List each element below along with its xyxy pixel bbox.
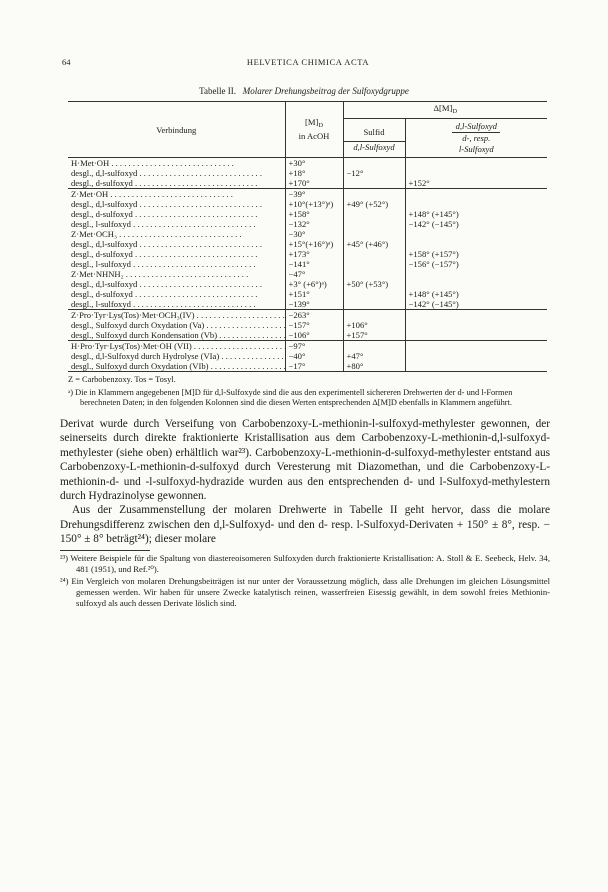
- md-cell: +3° (+6°)ᵃ): [285, 279, 343, 289]
- md-cell: −263°: [285, 310, 343, 321]
- table-row: [68, 249, 547, 259]
- md-cell: −157°: [285, 320, 343, 330]
- compound-cell: desgl., Sulfoxyd durch Oxydation (Va) . . .: [68, 320, 285, 330]
- header-sulfid: Sulfid: [343, 119, 405, 142]
- compound-cell: Z·Met·NHNH₂ . . .: [68, 269, 285, 279]
- table-row: [68, 341, 547, 352]
- compound-cell: desgl., d,l-sulfoxyd . . .: [68, 199, 285, 209]
- md-cell: +15°(+16°)ᵃ): [285, 239, 343, 249]
- table-group: [68, 310, 547, 341]
- compound-cell: desgl., d-sulfoxyd . . .: [68, 289, 285, 299]
- md-cell: −47°: [285, 269, 343, 279]
- table-row: [68, 351, 547, 361]
- footnote-rule: [60, 550, 150, 551]
- journal-title: HELVETICA CHIMICA ACTA: [246, 57, 370, 67]
- table-group: [68, 158, 547, 189]
- md-cell: −39°: [285, 189, 343, 200]
- table-row: [68, 239, 547, 249]
- paragraph-2: Aus der Zusammenstellung der molaren Drehwerte in Tabelle II geht hervor, dass die molare Drehungsdifferenz zwischen den d,l-Sulfoxyd- und den d- resp. l-Sulfoxyd-Derivaten + 150° ± 8°, resp. − 150° ± 8° beträgt²⁴); dieser molare: [60, 504, 550, 546]
- sulfoxyd-cell: +158° (+157°): [408, 249, 459, 259]
- sulfoxyd-cell: [405, 320, 547, 330]
- paragraph-1: Derivat wurde durch Verseifung von Carbobenzoxy-L-methionin-l-sulfoxyd-methylester gewonnen, der seinerseits durch direkte fraktionierte Kristallisation aus dem Carbobenzoxy-L-methionin-d,l-sulfoxyd-methylester (siehe oben) erhältlich war²³). Carbobenzoxy-L-methionin-d-sulfoxyd-methylester entstand aus Carbobenzoxy-L-methionin-d-sulfoxyd durch Veresterung mit Diazomethan, und die Carbobenzoxy-L-methionin-d- und -l-sulfoxyd-hydrazide wurden aus den entsprechenden d- und l-Sulfoxyd-methylestern durch Hydrazinolyse gewonnen.: [60, 418, 550, 503]
- sulfoxyd-cell: [405, 158, 547, 169]
- md-cell: −30°: [285, 229, 343, 239]
- sulfid-cell: [343, 249, 405, 259]
- table-row: [68, 168, 547, 178]
- compound-cell: desgl., Sulfoxyd durch Oxydation (VIb) . . .: [68, 361, 285, 372]
- compound-cell: desgl., d-sulfoxyd . . .: [68, 178, 285, 189]
- abbreviations: Z = Carbobenzoxy. Tos = Tosyl.: [68, 375, 176, 384]
- sulfoxyd-cell: [405, 199, 547, 209]
- sulfoxyd-cell: [405, 341, 547, 352]
- sulfoxyd-cell: [405, 239, 547, 249]
- body-text: [60, 417, 550, 547]
- sulfid-cell: [343, 219, 405, 229]
- sulfoxyd-cell: [405, 351, 547, 361]
- header-sulfid-ref: d,l-Sulfoxyd: [343, 142, 405, 158]
- table-row: [68, 229, 547, 239]
- table-row: [68, 320, 547, 330]
- md-cell: −17°: [285, 361, 343, 372]
- table-group: [68, 189, 547, 310]
- table-row: [68, 199, 547, 209]
- header-compound: Verbindung: [68, 102, 285, 158]
- sulfid-cell: +45° (+46°): [343, 239, 405, 249]
- table-row: [68, 219, 547, 229]
- table-group: [68, 341, 547, 372]
- sulfoxyd-cell: [405, 310, 547, 321]
- table-row: [68, 330, 547, 341]
- table-row: [68, 361, 547, 372]
- compound-cell: H·Pro·Tyr·Lys(Tos)·Met·OH (VII) . . .: [68, 341, 285, 352]
- sulfoxyd-cell: +152°: [408, 178, 430, 188]
- sulfid-cell: [343, 310, 405, 321]
- md-cell: −141°: [285, 259, 343, 269]
- table-title: Molarer Drehungsbeitrag der Sulfoxydgruppe: [242, 86, 409, 96]
- sulfoxyd-cell: −156° (−157°): [408, 259, 459, 269]
- table-row: [68, 310, 547, 321]
- sulfoxyd-cell: +148° (+145°): [408, 209, 459, 219]
- table-row: [68, 299, 547, 310]
- sulfid-cell: +106°: [343, 320, 405, 330]
- sulfid-cell: [343, 229, 405, 239]
- sulfoxyd-cell: +148° (+145°): [408, 289, 459, 299]
- footnotes: [60, 553, 550, 610]
- md-cell: +158°: [285, 209, 343, 219]
- header-delta: $\Delta[M]_D$: [343, 102, 547, 119]
- sulfid-cell: [343, 178, 405, 189]
- md-cell: +170°: [285, 178, 343, 189]
- table-row: [68, 178, 547, 189]
- compound-cell: desgl., l-sulfoxyd . . .: [68, 219, 285, 229]
- header-sulfoxyd: d,l-Sulfoxyd d-, resp. l-Sulfoxyd: [405, 119, 547, 158]
- sulfoxyd-cell: [405, 361, 547, 372]
- sulfid-cell: +50° (+53°): [343, 279, 405, 289]
- sulfid-cell: [343, 189, 405, 200]
- sulfid-cell: +47°: [343, 351, 405, 361]
- footnote-23: ²³) Weitere Beispiele für die Spaltung von diastereoisomeren Sulfoxyden durch fraktionierte Kristallisation: A. Stoll & E. Seebeck, Helv. 34, 481 (1951), und Ref.²⁰).: [60, 553, 550, 574]
- sulfoxyd-cell: [405, 189, 547, 200]
- header-md: $[M]_D$ in AcOH: [285, 102, 343, 158]
- table-footnote-a: ᵃ) Die in Klammern angegebenen [M]D für d,l-Sulfoxyde sind die aus den experimentell sichereren Drehwerten der d- und l-Formen berechneten Daten; in den folgenden Kolonnen sind die diesen Werten entsprechenden Δ[M]D ebenfalls in Klammern angeführt.: [68, 387, 513, 408]
- md-cell: −106°: [285, 330, 343, 341]
- table-row: [68, 189, 547, 200]
- sulfid-cell: +49° (+52°): [343, 199, 405, 209]
- md-cell: +151°: [285, 289, 343, 299]
- sulfoxyd-cell: [405, 269, 547, 279]
- compound-cell: desgl., l-sulfoxyd . . .: [68, 299, 285, 310]
- sulfoxyd-cell: [405, 279, 547, 289]
- sulfid-cell: [343, 209, 405, 219]
- sulfid-cell: +157°: [343, 330, 405, 341]
- sulfid-cell: [343, 341, 405, 352]
- md-cell: −132°: [285, 219, 343, 229]
- table-row: [68, 289, 547, 299]
- table-caption: [0, 86, 608, 96]
- table-footer: [68, 375, 547, 409]
- sulfoxyd-cell: −142° (−145°): [408, 299, 459, 309]
- sulfoxyd-cell: −142° (−145°): [408, 219, 459, 229]
- compound-cell: desgl., Sulfoxyd durch Kondensation (Vb) . . .: [68, 330, 285, 341]
- sulfid-cell: −12°: [343, 168, 405, 178]
- table-row: [68, 158, 547, 169]
- sulfid-cell: [343, 269, 405, 279]
- md-cell: +18°: [285, 168, 343, 178]
- md-cell: −40°: [285, 351, 343, 361]
- sulfid-cell: [343, 299, 405, 310]
- compound-cell: H·Met·OH . . .: [68, 158, 285, 169]
- table-label: Tabelle II.: [199, 86, 237, 96]
- md-cell: −139°: [285, 299, 343, 310]
- compound-cell: Z·Met·OH . . .: [68, 189, 285, 200]
- sulfid-cell: [343, 259, 405, 269]
- sulfid-cell: +80°: [343, 361, 405, 372]
- sulfid-cell: [343, 158, 405, 169]
- table-row: [68, 279, 547, 289]
- sulfoxyd-cell: [405, 330, 547, 341]
- compound-cell: desgl., d-sulfoxyd . . .: [68, 209, 285, 219]
- compound-cell: desgl., d-sulfoxyd . . .: [68, 249, 285, 259]
- compound-cell: Z·Met·OCH₃ . . .: [68, 229, 285, 239]
- compound-cell: desgl., d,l-sulfoxyd . . .: [68, 279, 285, 289]
- page-number: 64: [62, 57, 71, 67]
- table-row: [68, 269, 547, 279]
- sulfoxyd-cell: [405, 229, 547, 239]
- compound-cell: desgl., d,l-sulfoxyd . . .: [68, 168, 285, 178]
- compound-cell: Z·Pro·Tyr·Lys(Tos)·Met·OCH₃(IV) . . .: [68, 310, 285, 321]
- md-cell: +10°(+13°)ᵃ): [285, 199, 343, 209]
- table-row: [68, 209, 547, 219]
- table-row: [68, 259, 547, 269]
- compound-cell: desgl., l-sulfoxyd . . .: [68, 259, 285, 269]
- sulfoxyd-cell: [405, 168, 547, 178]
- compound-cell: desgl., d,l-Sulfoxyd durch Hydrolyse (VIa) . . .: [68, 351, 285, 361]
- md-cell: +173°: [285, 249, 343, 259]
- rotation-table: [68, 101, 547, 372]
- sulfid-cell: [343, 289, 405, 299]
- md-cell: +30°: [285, 158, 343, 169]
- compound-cell: desgl., d,l-sulfoxyd . . .: [68, 239, 285, 249]
- md-cell: −97°: [285, 341, 343, 352]
- footnote-24: ²⁴) Ein Vergleich von molaren Drehungsbeiträgen ist nur unter der Voraussetzung möglich, dass alle Drehungen im gleichen Lösungsmittel gemessen werden. Wir haben für unsere Zwecke katalytisch reinen, wasserfreien Eisessig gewählt, in dem sowohl freies Methionin-sulfoxyd als auch dessen Derivate löslich sind.: [60, 576, 550, 608]
